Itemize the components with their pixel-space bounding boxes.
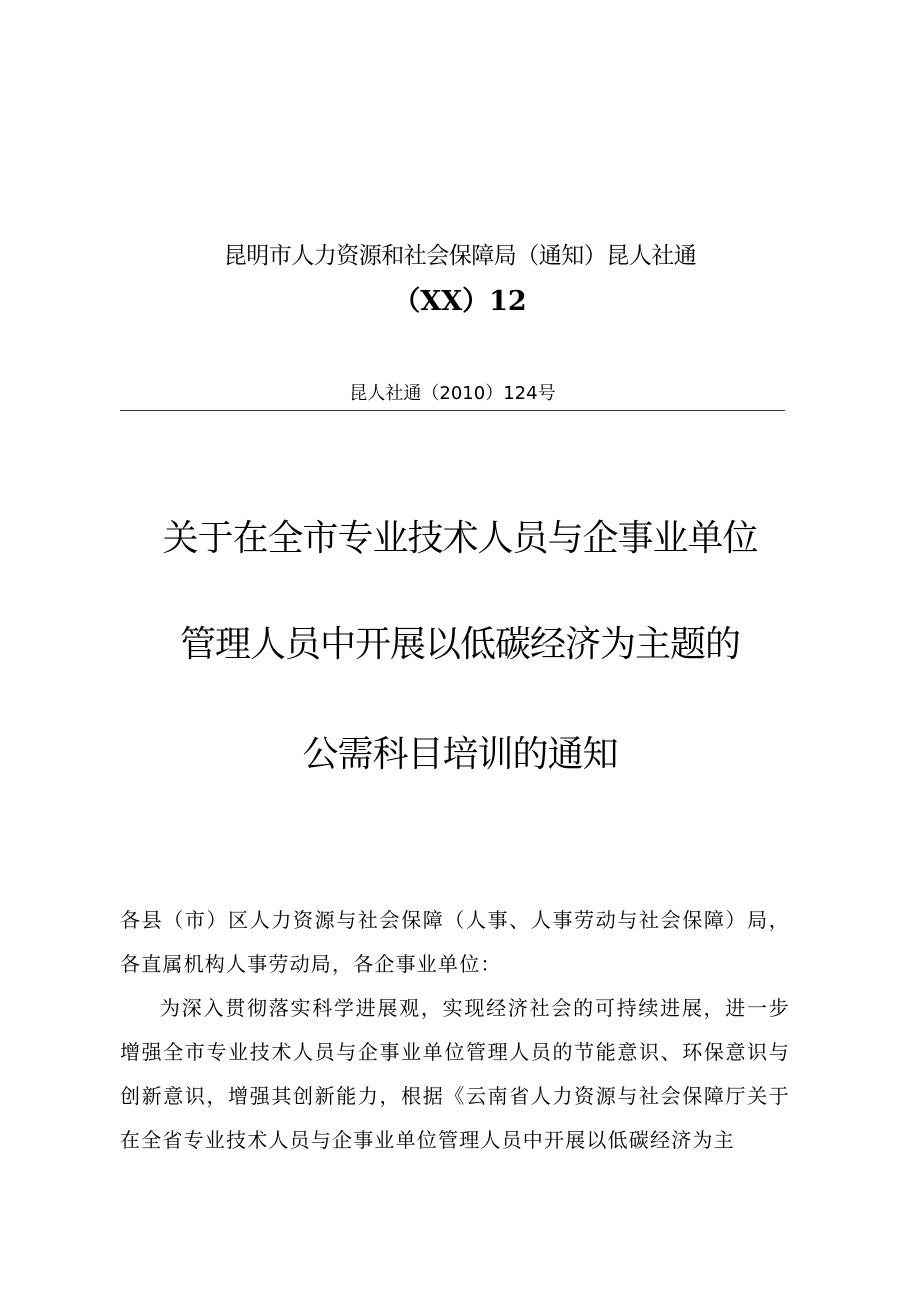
document-header: 昆明市人力资源和社会保障局（通知）昆人社通 bbox=[223, 243, 697, 269]
header-divider bbox=[120, 410, 785, 411]
document-title-line-1: 关于在全市专业技术人员与企事业单位 bbox=[162, 518, 758, 559]
document-reference-number: 昆人社通（2010）124号 bbox=[349, 383, 556, 404]
document-title-line-2: 管理人员中开展以低碳经济为主题的 bbox=[179, 624, 740, 665]
document-body bbox=[120, 898, 790, 1162]
recipients-paragraph: 各县（市）区人力资源与社会保障（人事、人事劳动与社会保障）局，各直属机构人事劳动局，各企事业单位： bbox=[120, 908, 790, 976]
body-paragraph: 为深入贯彻落实科学进展观，实现经济社会的可持续进展，进一步增强全市专业技术人员与企事业单位管理人员的节能意识、环保意识与创新意识，增强其创新能力，根据《云南省人力资源与社会保障厅关于在全省专业技术人员与企事业单位管理人员中开展以低碳经济为主 bbox=[120, 996, 790, 1152]
document-title-line-3: 公需科目培训的通知 bbox=[302, 734, 618, 775]
document-header-number: （XX）12 bbox=[393, 286, 527, 317]
